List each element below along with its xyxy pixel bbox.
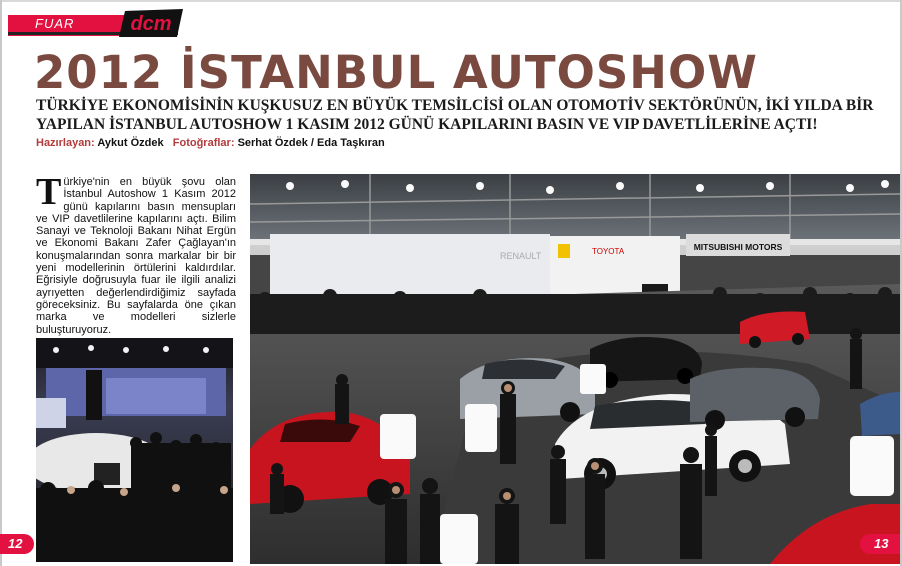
article-body-text: ürkiye'nin en büyük şovu olan İstanbul Autoshow 1 Kasım 2012 günü kapılarını basın mensupları ve VIP davetlilerine kapılarını açtı. Bilim Sanayi ve Teknoloji Bakanı Nihat Ergün ve Ekonomi Bakanı Zafer Çağlayan'ın konuşmalarından sonra markalar bir bir yeni modellerinin örtülerini kaldırdılar. Eğrisiyle doğrusuyla fuar ile ilgili analizi ayrıyetten değerlendirdiğimiz sayfada göreceksiniz. Bu sayfalarda öne çıkan marka ve modelleri sizlerle buluşturuyoruz. xyxy=(36,176,236,336)
photos-label: Fotoğraflar: xyxy=(172,137,235,149)
page-number-right: 13 xyxy=(860,534,900,554)
page-number-left: 12 xyxy=(0,534,34,554)
dcm-logo xyxy=(117,7,185,39)
renault-sign: RENAULT xyxy=(500,251,542,261)
photos-by: Serhat Özdek / Eda Taşkıran xyxy=(237,137,385,149)
section-label: FUAR xyxy=(35,16,75,31)
logo-text: dcm xyxy=(130,13,172,35)
top-border xyxy=(0,0,902,2)
toyota-sign: TOYOTA xyxy=(592,247,625,256)
photo-show-floor xyxy=(250,174,900,564)
article-body xyxy=(36,171,236,336)
article-title: 2012 İSTANBUL AUTOSHOW xyxy=(34,46,758,99)
car-black xyxy=(590,337,702,388)
article-subtitle: TÜRKİYE EKONOMİSİNİN KUŞKUSUZ EN BÜYÜK TEMSİLCİSİ OLAN OTOMOTİV SEKTÖRÜNÜN, İKİ YILDA BİR YAPILAN İSTANBUL AUTOSHOW 1 KASIM 2012 GÜNÜ KAPILARINI BASIN VE VIP DAVETLİLERİNE AÇTI! xyxy=(36,97,874,133)
article-credits xyxy=(36,137,385,149)
drop-cap: T xyxy=(36,171,62,213)
left-border xyxy=(0,0,2,566)
photo-stage-crowd xyxy=(36,338,233,562)
prepared-label: Hazırlayan: xyxy=(36,137,95,149)
mitsubishi-sign: MITSUBISHI MOTORS xyxy=(693,242,783,252)
prepared-by: Aykut Özdek xyxy=(97,137,164,149)
